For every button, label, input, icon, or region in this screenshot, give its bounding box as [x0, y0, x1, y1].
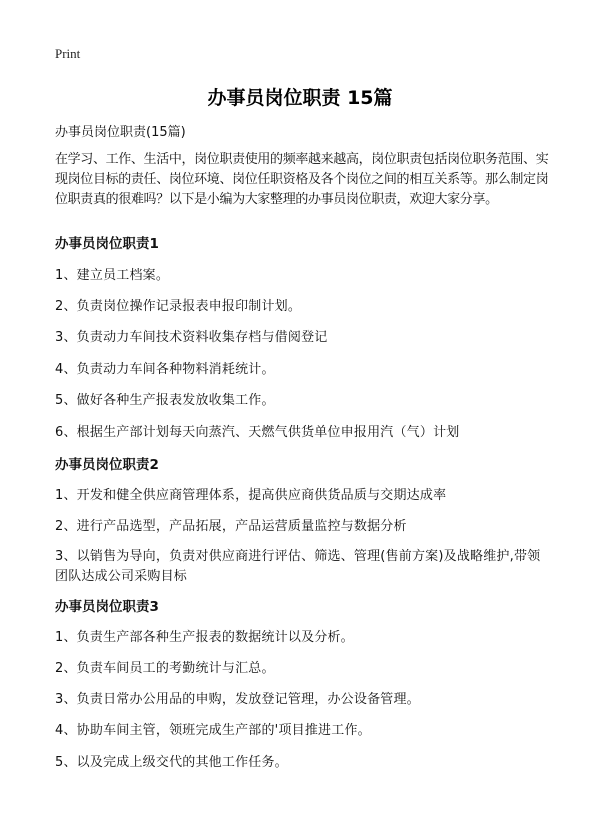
list-item: 4、协助车间主管，领班完成生产部的'项目推进工作。: [55, 723, 371, 738]
list-item: 5、以及完成上级交代的其他工作任务。: [55, 755, 288, 770]
print-link[interactable]: Print: [55, 46, 81, 61]
list-item: 1、建立员工档案。: [55, 268, 170, 283]
page-title: 办事员岗位职责 15篇: [207, 87, 393, 109]
list-item: 2、负责车间员工的考勤统计与汇总。: [55, 661, 275, 676]
list-item: 3、负责日常办公用品的申购，发放登记管理，办公设备管理。: [55, 692, 420, 707]
section-heading-2: 办事员岗位职责2: [55, 457, 159, 473]
list-item: 2、进行产品选型，产品拓展，产品运营质量监控与数据分析: [55, 519, 407, 534]
intro-paragraph: 在学习、工作、生活中，岗位职责使用的频率越来越高，岗位职责包括岗位职务范围、实现岗位目标的责任、岗位环境、岗位任职资格及各个岗位之间的相互关系等。那么制定岗位职责真的很难吗？以下是小编为大家整理的办事员岗位职责，欢迎大家分享。: [55, 152, 549, 207]
section-heading-3: 办事员岗位职责3: [55, 599, 159, 615]
document-subtitle: 办事员岗位职责(15篇): [55, 125, 186, 140]
list-item: 1、开发和健全供应商管理体系，提高供应商供货品质与交期达成率: [55, 488, 447, 503]
list-item: 2、负责岗位操作记录报表申报印制计划。: [55, 299, 302, 314]
list-item: 3、负责动力车间技术资料收集存档与借阅登记: [55, 330, 328, 345]
list-item: 6、根据生产部计划每天向蒸汽、天燃气供货单位申报用汽（气）计划: [55, 425, 460, 440]
list-item: 1、负责生产部各种生产报表的数据统计以及分析。: [55, 630, 354, 645]
section-heading-1: 办事员岗位职责1: [55, 236, 159, 252]
list-item: 4、负责动力车间各种物料消耗统计。: [55, 362, 275, 377]
list-item: 5、做好各种生产报表发放收集工作。: [55, 393, 275, 408]
list-item: 3、以销售为导向，负责对供应商进行评估、筛选、管理(售前方案)及战略维护,带领团队达成公司采购目标: [55, 549, 541, 584]
